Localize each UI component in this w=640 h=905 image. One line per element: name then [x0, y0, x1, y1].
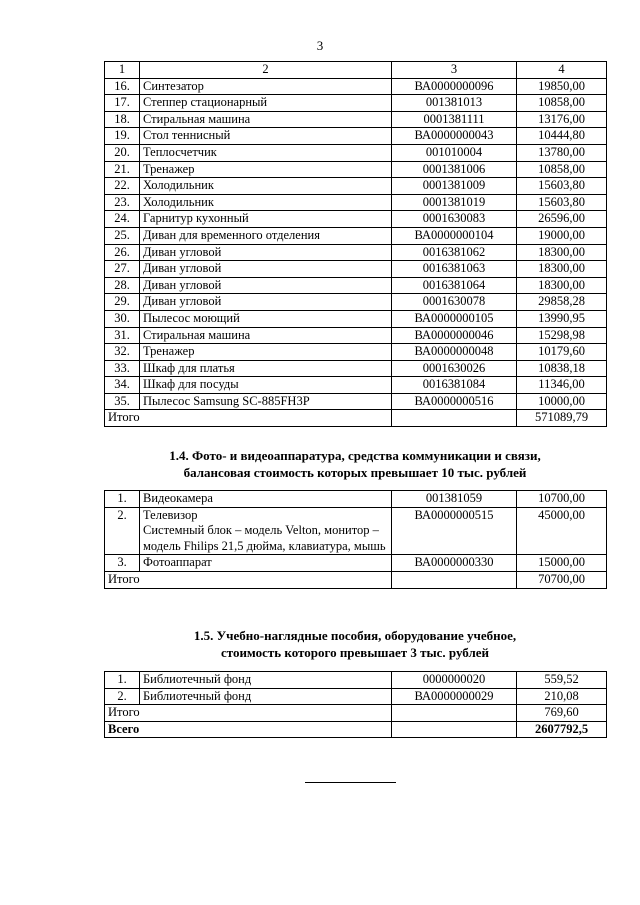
- item-name: Тренажер: [140, 344, 392, 361]
- item-name: Диван угловой: [140, 261, 392, 278]
- item-name: [140, 507, 392, 555]
- item-value: 13780,00: [517, 144, 607, 161]
- item-value: 10000,00: [517, 393, 607, 410]
- inventory-code: 0001381019: [392, 194, 517, 211]
- item-value: 19850,00: [517, 78, 607, 95]
- item-value: 11346,00: [517, 377, 607, 394]
- item-name: Синтезатор: [140, 78, 392, 95]
- total-label: Итого: [105, 705, 392, 722]
- inventory-code: 0001381006: [392, 161, 517, 178]
- item-name: Холодильник: [140, 178, 392, 195]
- header-col-4: 4: [517, 62, 607, 79]
- item-value: 13176,00: [517, 111, 607, 128]
- table-row: [105, 161, 607, 178]
- header-col-3: 3: [392, 62, 517, 79]
- inventory-table-photo-video: [104, 490, 607, 589]
- row-number: 31.: [105, 327, 140, 344]
- row-number: 27.: [105, 261, 140, 278]
- table-row: [105, 144, 607, 161]
- row-number: 3.: [105, 555, 140, 572]
- item-value: 15000,00: [517, 555, 607, 572]
- table-row: [105, 277, 607, 294]
- item-value: 15603,80: [517, 178, 607, 195]
- row-number: 35.: [105, 393, 140, 410]
- header-col-1: 1: [105, 62, 140, 79]
- row-number: 29.: [105, 294, 140, 311]
- item-name: Диван угловой: [140, 294, 392, 311]
- row-number: 19.: [105, 128, 140, 145]
- inventory-table-educational: [104, 671, 607, 738]
- item-value: 10700,00: [517, 491, 607, 508]
- table-row: [105, 310, 607, 327]
- grand-total-empty-cell: [392, 721, 517, 738]
- item-name: Фотоаппарат: [140, 555, 392, 572]
- total-row: [105, 705, 607, 722]
- item-name: Шкаф для платья: [140, 360, 392, 377]
- inventory-code: 001381013: [392, 95, 517, 112]
- grand-total-label: Всего: [105, 721, 392, 738]
- item-value: 18300,00: [517, 244, 607, 261]
- table-row: [105, 227, 607, 244]
- item-name: Теплосчетчик: [140, 144, 392, 161]
- item-value: 210,08: [517, 688, 607, 705]
- item-name: Диван угловой: [140, 277, 392, 294]
- row-number: 2.: [105, 688, 140, 705]
- item-name: Видеокамера: [140, 491, 392, 508]
- table-row: [105, 128, 607, 145]
- table-row: [105, 95, 607, 112]
- row-number: 2.: [105, 507, 140, 555]
- inventory-code: 0016381084: [392, 377, 517, 394]
- inventory-code: ВА0000000516: [392, 393, 517, 410]
- inventory-code: 0016381062: [392, 244, 517, 261]
- item-value: 29858,28: [517, 294, 607, 311]
- item-name: Диван угловой: [140, 244, 392, 261]
- table-row: [105, 377, 607, 394]
- table-row: [105, 211, 607, 228]
- inventory-table-household: [104, 61, 607, 427]
- item-name: Холодильник: [140, 194, 392, 211]
- item-value: 559,52: [517, 672, 607, 689]
- total-value: 571089,79: [517, 410, 607, 427]
- total-label: Итого: [105, 571, 392, 588]
- table-row: [105, 178, 607, 195]
- row-number: 30.: [105, 310, 140, 327]
- row-number: 22.: [105, 178, 140, 195]
- item-value: 10838,18: [517, 360, 607, 377]
- section-heading-line: 1.5. Учебно-наглядные пособия, оборудование учебное,: [193, 628, 517, 643]
- inventory-code: ВА0000000048: [392, 344, 517, 361]
- row-number: 18.: [105, 111, 140, 128]
- total-row: [105, 571, 607, 588]
- item-name: Библиотечный фонд: [140, 672, 392, 689]
- section-heading-line: стоимость которого превышает 3 тыс. рублей: [220, 645, 490, 660]
- section-heading-line: балансовая стоимость которых превышает 10 тыс. рублей: [183, 465, 527, 480]
- inventory-code: 0000000020: [392, 672, 517, 689]
- total-empty-cell: [392, 705, 517, 722]
- row-number: 34.: [105, 377, 140, 394]
- item-value: 45000,00: [517, 507, 607, 555]
- table-row: [105, 327, 607, 344]
- grand-total-row: [105, 721, 607, 738]
- total-row: [105, 410, 607, 427]
- inventory-code: 001010004: [392, 144, 517, 161]
- item-name: Степпер стационарный: [140, 95, 392, 112]
- item-name-detail: Системный блок – модель Velton, монитор – модель Fhilips 21,5 дюйма, клавиатура, мышь: [143, 523, 386, 553]
- table-row: [105, 244, 607, 261]
- item-name: Гарнитур кухонный: [140, 211, 392, 228]
- table-row: [105, 360, 607, 377]
- item-value: 10858,00: [517, 95, 607, 112]
- item-name: Библиотечный фонд: [140, 688, 392, 705]
- inventory-code: 0016381064: [392, 277, 517, 294]
- inventory-code: 0001630083: [392, 211, 517, 228]
- table-row: [105, 261, 607, 278]
- inventory-code: 0016381063: [392, 261, 517, 278]
- total-label: Итого: [105, 410, 392, 427]
- total-value: 769,60: [517, 705, 607, 722]
- row-number: 26.: [105, 244, 140, 261]
- table-row: [105, 491, 607, 508]
- item-value: 19000,00: [517, 227, 607, 244]
- row-number: 25.: [105, 227, 140, 244]
- item-value: 15298,98: [517, 327, 607, 344]
- item-name: Диван для временного отделения: [140, 227, 392, 244]
- item-name: Стиральная машина: [140, 327, 392, 344]
- item-value: 18300,00: [517, 277, 607, 294]
- item-value: 10179,60: [517, 344, 607, 361]
- item-name-main: Телевизор: [143, 507, 198, 522]
- inventory-code: ВА0000000104: [392, 227, 517, 244]
- row-number: 24.: [105, 211, 140, 228]
- table-row: [105, 78, 607, 95]
- inventory-code: ВА0000000029: [392, 688, 517, 705]
- page-number: 3: [316, 38, 324, 53]
- row-number: 20.: [105, 144, 140, 161]
- inventory-code: 001381059: [392, 491, 517, 508]
- table-row: [105, 344, 607, 361]
- inventory-code: ВА0000000043: [392, 128, 517, 145]
- table-row: [105, 507, 607, 555]
- item-name: Стиральная машина: [140, 111, 392, 128]
- inventory-code: 0001630026: [392, 360, 517, 377]
- total-empty-cell: [392, 571, 517, 588]
- row-number: 32.: [105, 344, 140, 361]
- row-number: 16.: [105, 78, 140, 95]
- table-row: [105, 393, 607, 410]
- footer-separator-line: [305, 782, 396, 783]
- row-number: 17.: [105, 95, 140, 112]
- item-value: 13990,95: [517, 310, 607, 327]
- section-heading-1-5: [104, 627, 606, 661]
- item-value: 10858,00: [517, 161, 607, 178]
- grand-total-value: 2607792,5: [517, 721, 607, 738]
- header-col-2: 2: [140, 62, 392, 79]
- item-name: Шкаф для посуды: [140, 377, 392, 394]
- table-row: [105, 672, 607, 689]
- row-number: 1.: [105, 491, 140, 508]
- table-row: [105, 294, 607, 311]
- inventory-code: 0001381111: [392, 111, 517, 128]
- item-name: Пылесос Samsung SC-885FH3P: [140, 393, 392, 410]
- row-number: 1.: [105, 672, 140, 689]
- row-number: 21.: [105, 161, 140, 178]
- table-row: [105, 111, 607, 128]
- inventory-code: ВА0000000330: [392, 555, 517, 572]
- item-value: 18300,00: [517, 261, 607, 278]
- item-name: Пылесос моющий: [140, 310, 392, 327]
- item-value: 26596,00: [517, 211, 607, 228]
- inventory-code: ВА0000000105: [392, 310, 517, 327]
- table-header-row: [105, 62, 607, 79]
- inventory-code: ВА0000000515: [392, 507, 517, 555]
- table-row: [105, 555, 607, 572]
- item-name: Тренажер: [140, 161, 392, 178]
- row-number: 23.: [105, 194, 140, 211]
- item-name: Стол теннисный: [140, 128, 392, 145]
- table-row: [105, 194, 607, 211]
- row-number: 33.: [105, 360, 140, 377]
- inventory-code: 0001381009: [392, 178, 517, 195]
- total-empty-cell: [392, 410, 517, 427]
- inventory-code: 0001630078: [392, 294, 517, 311]
- section-heading-line: 1.4. Фото- и видеоаппаратура, средства коммуникации и связи,: [169, 448, 541, 463]
- table-row: [105, 688, 607, 705]
- row-number: 28.: [105, 277, 140, 294]
- inventory-code: ВА0000000046: [392, 327, 517, 344]
- item-value: 15603,80: [517, 194, 607, 211]
- inventory-code: ВА0000000096: [392, 78, 517, 95]
- total-value: 70700,00: [517, 571, 607, 588]
- section-heading-1-4: [104, 447, 606, 481]
- item-value: 10444,80: [517, 128, 607, 145]
